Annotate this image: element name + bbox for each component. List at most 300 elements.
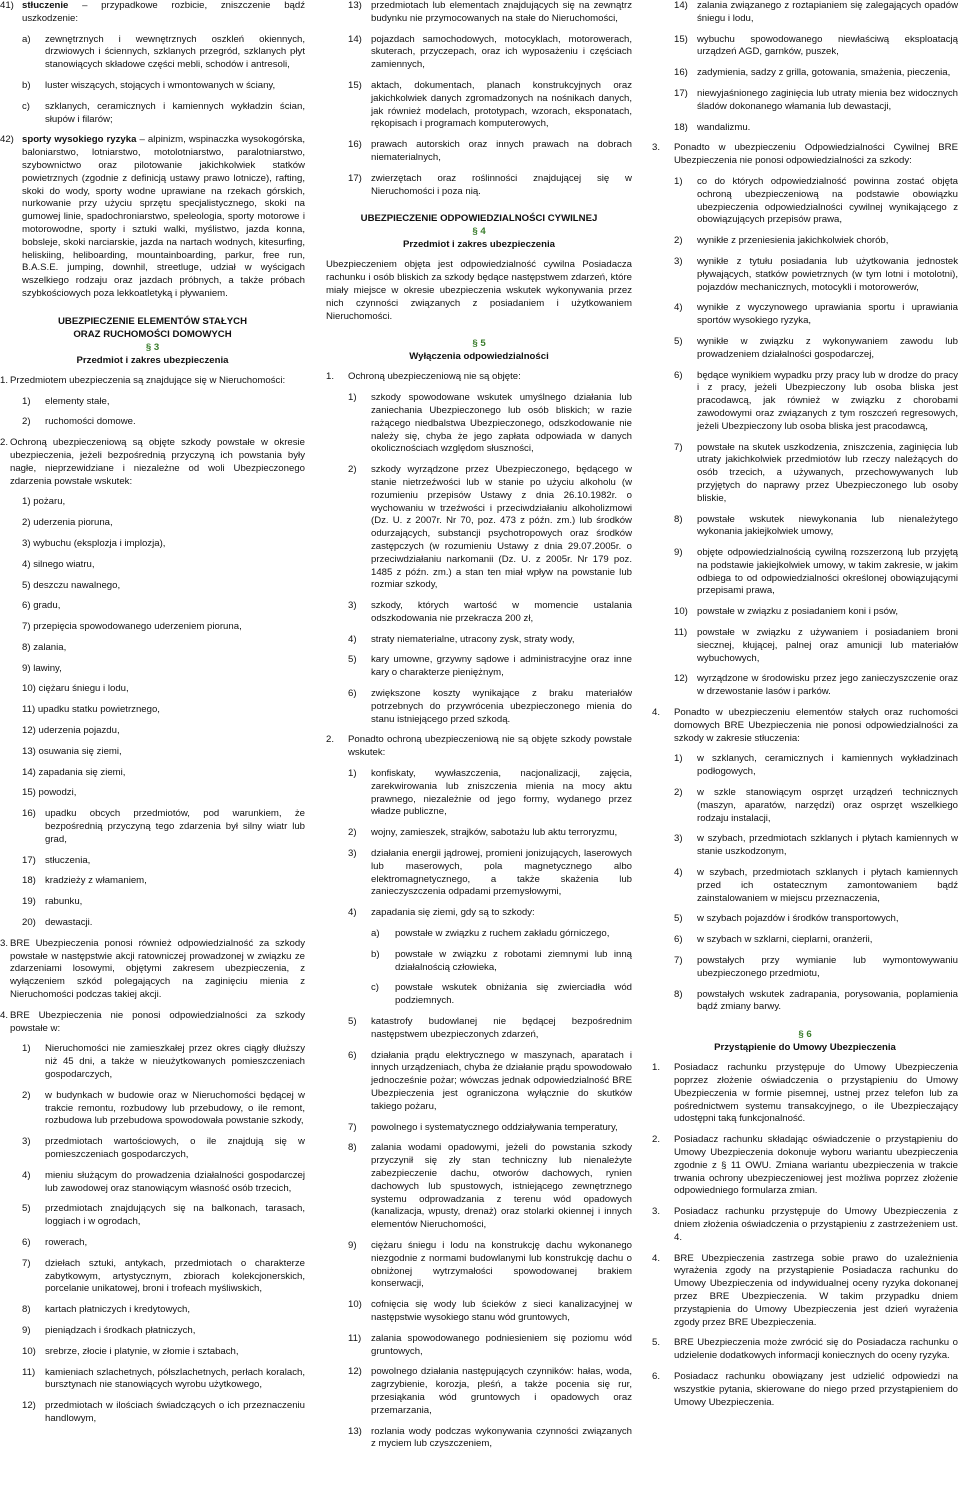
subpoint — [326, 688, 632, 726]
point-text: Ponadto w ubezpieczeniu elementów stałych oraz ruchomości domowych BRE Ubezpieczenia nie ponosi odpowiedzialności za szkody w zakresie stłuczenia: — [674, 707, 958, 744]
item-text: rabunku, — [45, 896, 83, 908]
item-text: katastrofy budowlanej nie będącej bezpośrednim następstwem ubezpieczonych zdarzeń, — [371, 1016, 632, 1040]
subpoint — [652, 753, 958, 779]
item-text: – alpinizm, wspinaczka wysokogórska, baloniarstwo, lotniarstwo, motolotniarstwo, paralotniarstwo, szybownictwo oraz pilotowanie jakichkolwiek statków powietrznych (zgodnie z definicją ustawy prawo lotnicze), rafting, skoki do wody, sporty wodne uprawiane na rzekach górskich, nurkowanie przy użyciu sprzętu specjalistycznego, skoki na gumowej linie, spadochroniarstwo, speleologia, sporty motorowe i motorowodne, sporty i sztuki walki, myślistwo, jazda konna, bobsleje, skoki narciarskie, jazda na nartach wodnych, kitesurfing, heliskiing, heliboarding, mountainboarding, parkur, free run, B.A.S.E. jumping, downhil, streetluge, udział w wyścigach wszelkiego rodzaju oraz jazdach próbnych, a także próbach szybkościowych poza lekkoatletyką i pływaniem. — [22, 134, 305, 299]
item-text: luster wiszących, stojących i wmontowanych w ściany, — [45, 79, 276, 91]
item-text: szkody wyrządzone przez Ubezpieczonego, będącego w stanie nietrzeźwości lub w stanie po użyciu alkoholu (w rozumieniu przepisów Ustawy z dnia 26.10.1982r. o wychowaniu w trzeźwości i przeciwdziałaniu alkoholizmowi (Dz. U. z 2007r. Nr 70, poz. 473 z późn. zm.) lub środków odurzających, substancji psychotropowych oraz środków zastępczych (w rozumieniu Ustawy z dnia 29.07.2005r. o przeciwdziałaniu narkomanii (Dz. U. z 2005r. Nr 179 poz. 1485 z późn. zm.) a stan ten miał wpływ na powstanie lub rozmiar szkody, — [371, 464, 632, 591]
item-text: wybuchu spowodowanego niewłaściwą eksploatacją urządzeń AGD, garnków, puszek, — [697, 33, 958, 58]
subpoint — [0, 1304, 305, 1317]
item-text: w szybach, przedmiotach szklanych i płytach kamiennych w stanie uszkodzonym, — [697, 833, 958, 858]
item-number: 3) — [348, 600, 357, 612]
item-text: co do których odpowiedzialność powinna zostać objęta ochroną ubezpieczeniową na podstawie obowiązku ubezpieczenia odpowiedzialności cywilnej wynikającego z obowiązujących przepisów prawa, — [697, 175, 958, 226]
item-number: 5) — [674, 913, 683, 925]
item-text: wynikłe w związku z wykonywaniem zawodu lub prowadzeniem działalności gospodarczej, — [697, 335, 958, 360]
item-text: prawach autorskich oraz innych prawach na dobrach niematerialnych, — [371, 139, 632, 163]
subpoint — [652, 67, 958, 80]
item-number: 7) — [674, 441, 683, 453]
point-text: BRE Ubezpieczenia zastrzega sobie prawo do uzależnienia wyrażenia zgody na przystąpienie Posiadacza rachunku do Umowy Ubezpieczenia od indywidualnej oceny ryzyka dokonanej przez BRE Ubezpieczenia. W takim przypadku dniem przystąpienia do Umowy Ubezpieczenia jest dzień wyrażenia zgody przez BRE Ubezpieczenia. — [674, 1252, 958, 1328]
subpoint-text: 12) uderzenia pojazdu, — [22, 725, 120, 737]
subpoint — [0, 1325, 305, 1338]
subpoint — [652, 673, 958, 699]
subpoint — [652, 122, 958, 135]
item-text: – przypadkowe rozbicie, zniszczenie bądź uszkodzenie: — [22, 0, 305, 24]
item-number: 3) — [348, 848, 357, 860]
subpoint — [652, 833, 958, 859]
subpoint — [0, 580, 305, 593]
subpoint — [652, 955, 958, 981]
paragraph-title: Przedmiot i zakres ubezpieczenia — [403, 239, 555, 251]
subpoint — [0, 642, 305, 655]
numbered-point — [0, 375, 305, 388]
item-number: 10) — [22, 1345, 36, 1357]
item-number: 1) — [674, 753, 683, 765]
item-number: 4) — [674, 302, 683, 314]
paragraph-number: § 6 — [798, 1029, 812, 1041]
item-number: 5) — [348, 1016, 357, 1028]
subpoint-text: 2) uderzenia pioruna, — [22, 517, 113, 529]
subpoint-text: 6) gradu, — [22, 600, 61, 612]
subpoint — [0, 1258, 305, 1296]
item-number: 6) — [348, 688, 357, 700]
subpoint — [0, 1400, 305, 1426]
item-number: b) — [22, 79, 31, 91]
column-right — [652, 0, 958, 1417]
subpoint-text: 5) deszczu nawalnego, — [22, 579, 121, 591]
subpoint — [652, 336, 958, 362]
subpoint — [652, 787, 958, 825]
item-text: elementy stałe, — [45, 395, 110, 407]
subpoint — [0, 1043, 305, 1081]
point-text: Ochroną ubezpieczeniową nie są objęte: — [348, 371, 521, 383]
item-text: cofnięcia się wody lub ścieków z sieci kanalizacyjnej w następstwie wysokiego stanu wód gruntowych, — [371, 1299, 632, 1323]
subpoint — [0, 1170, 305, 1196]
item-term: stłuczenie — [22, 0, 69, 11]
item-text: wynikłe z wyczynowego uprawiania sportu i uprawiania sportów wysokiego ryzyka, — [697, 302, 958, 327]
item-number: 17) — [674, 87, 688, 99]
subpoint — [652, 627, 958, 665]
subpoint — [0, 496, 305, 509]
subpoint — [326, 139, 632, 165]
point-number: 4. — [0, 1009, 9, 1021]
item-number: 3) — [674, 833, 683, 845]
item-text: wojny, zamieszek, strajków, sabotażu lub aktu terroryzmu, — [371, 827, 618, 839]
subpoint — [0, 855, 305, 868]
subpoint — [326, 827, 632, 840]
item-text: zwierzętach oraz roślinności znajdującej się w Nieruchomości i poza nią. — [371, 172, 632, 197]
subpoint — [326, 654, 632, 680]
item-text: przedmiotach w ilościach świadczących o ich przeznaczeniu handlowym, — [45, 1400, 305, 1424]
item-text: kamieniach szlachetnych, półszlachetnych, perłach koralach, bursztynach nie stanowiących wyrobu użytkowego, — [45, 1366, 305, 1391]
item-text: w szybach, przedmiotach szklanych i płytach kamiennych przed ich ostatecznym zamontowaniem bądź zainstalowaniem w miejscu przeznaczenia, — [697, 867, 958, 904]
point-number: 5. — [652, 1337, 661, 1349]
point-text: Posiadacz rachunku przystępuje do Umowy Ubezpieczenia poprzez złożenie oświadczenia o przystąpieniu do Umowy Ubezpieczenia w formie pisemnej, ustnej przez telefon lub za pośrednictwem systemu transakcyjnego, o ile Ubezpieczający udostępni taką funkcjonalność. — [674, 1062, 958, 1125]
item-text: przedmiotach znajdujących się na balkonach, tarasach, loggiach i w ogrodach, — [45, 1203, 305, 1228]
definition-item — [0, 0, 305, 26]
item-number: c) — [22, 100, 30, 112]
numbered-point — [652, 1337, 958, 1363]
point-number: 2. — [652, 1134, 661, 1146]
item-text: pojazdach samochodowych, motocyklach, motorowerach, skuterach, przyczepach, oraz ich wyposażeniu i częściach zamiennych, — [371, 33, 632, 71]
section-heading — [652, 1028, 958, 1054]
subpoint — [326, 600, 632, 626]
point-number: 1. — [652, 1062, 661, 1074]
item-number: 6) — [674, 369, 683, 381]
subpoint — [0, 1367, 305, 1393]
subpoint — [0, 1203, 305, 1229]
subpoint-text: 15) powodzi, — [22, 787, 77, 799]
item-text: ruchomości domowe. — [45, 416, 136, 428]
item-text: szkody, których wartość w momencie ustalania odszkodowania nie przekracza 200 zł, — [371, 600, 632, 624]
point-number: 2. — [326, 734, 335, 746]
definition-subitem — [0, 101, 305, 127]
item-text: wyrządzone w środowisku przez jego zanieczyszczenie oraz w drzewostanie lasów i parków. — [697, 673, 958, 698]
subpoint — [652, 606, 958, 619]
subpoint — [0, 559, 305, 572]
item-number: 10) — [348, 1299, 362, 1311]
subpoint — [0, 767, 305, 780]
section-heading — [0, 315, 305, 367]
point-number: 4. — [652, 1252, 661, 1264]
item-text: objęte odpowiedzialnością cywilną rozszerzoną lub przyjętą na podstawie jakiejkolwiek umowy, w takim zakresie, w jakim odbiega to od odpowiedzialności określonej obowiązującymi przepisami prawa, — [697, 547, 958, 597]
subpoint — [326, 392, 632, 456]
item-number: 8) — [348, 1142, 357, 1154]
section-title-line2: ORAZ RUCHOMOŚCI DOMOWYCH — [73, 328, 232, 340]
item-number: 1) — [674, 175, 683, 187]
item-text: aktach, dokumentach, planach konstrukcyjnych oraz jakichkolwiek danych zgromadzonych na nośnikach danych, jak również modelach, prototypach, wzorach, eksponatach, rękopisach i programach komputerowych, — [371, 79, 632, 130]
item-text: zwiększone koszty wynikające z braku materiałów potrzebnych do przywrócenia ubezpieczonego mienia do stanu istniejącego przed szkodą. — [371, 688, 632, 725]
item-text: zapadania się ziemi, gdy są to szkody: — [371, 907, 535, 919]
subpoint — [0, 538, 305, 551]
item-text: Nieruchomości nie zamieszkałej przez okres ciągły dłuższy niż 45 dni, a także w nieużytkowanych pomieszczeniach gospodarczych, — [45, 1043, 305, 1081]
subpoint — [326, 80, 632, 131]
item-number: 7) — [22, 1257, 31, 1269]
paragraph-title: Przystąpienie do Umowy Ubezpieczenia — [714, 1042, 896, 1054]
subpoint — [0, 1136, 305, 1162]
item-number: 41) — [0, 0, 14, 11]
item-number: 8) — [22, 1304, 31, 1316]
item-number: 11) — [674, 627, 688, 639]
subpoint — [652, 0, 958, 26]
point-number: 2. — [0, 437, 9, 449]
item-number: 1) — [348, 768, 357, 780]
section-heading — [326, 212, 632, 251]
definition-subitem — [0, 80, 305, 93]
item-text: powstałe w związku z używaniem i posiadaniem broni siecznej, kłującej, palnej oraz amunicji lub materiałów wybuchowych, — [697, 627, 958, 664]
point-text: Posiadacz rachunku składając oświadczenie o przystąpieniu do Umowy Ubezpieczenia dokonuje wyboru wariantu ubezpieczenia zgodnie z § 11 OWU. Zmiana wariantu ubezpieczenia w trakcie trwania ochrony ubezpieczeniowej jest możliwa poprzez złożenie odpowiedniego formularza zmian. — [674, 1134, 958, 1197]
item-number: 10) — [674, 606, 688, 618]
item-number: a) — [371, 928, 380, 940]
item-text: konfiskaty, wywłaszczenia, nacjonalizacji, zajęcia, zarekwirowania lub zniszczenia mienia na mocy aktu prawnego, niezależnie od jego formy, wydanego przez władze publiczne, — [371, 768, 632, 818]
paragraph-title: Przedmiot i zakres ubezpieczenia — [76, 354, 229, 366]
item-text: w szybach w szklarni, cieplarni, oranżerii, — [697, 934, 873, 946]
subpoint — [326, 173, 632, 199]
item-number: 6) — [674, 934, 683, 946]
item-number: 19) — [22, 896, 36, 908]
section-title-line1: UBEZPIECZENIE ELEMENTÓW STAŁYCH — [57, 315, 248, 327]
item-number: 9) — [348, 1239, 357, 1251]
item-number: 16) — [674, 67, 688, 79]
paragraph-title: Wyłączenia odpowiedzialności — [409, 351, 549, 363]
subpoint — [652, 302, 958, 328]
subpoint — [326, 1240, 632, 1291]
subpoint — [326, 1426, 632, 1452]
subpoint-text: 10) ciężaru śniegu i lodu, — [22, 683, 129, 695]
item-number: 1) — [348, 392, 357, 404]
subpoint — [326, 0, 632, 26]
numbered-point — [652, 142, 958, 168]
point-text: Przedmiotem ubezpieczenia są znajdujące się w Nieruchomości: — [10, 374, 286, 386]
numbered-point — [652, 1206, 958, 1244]
point-number: 4. — [652, 707, 661, 719]
section-title: UBEZPIECZENIE ODPOWIEDZIALNOŚCI CYWILNEJ — [360, 213, 598, 225]
item-text: powstałe na skutek uszkodzenia, zniszczenia, zaginięcia lub utraty jakichkolwiek przedmiotów lub rzeczy należących do osób trzecich, a używanych, przechowywanych lub przyjętych do naprawy przez Ubezpieczonego lub osoby bliskie, — [697, 441, 958, 504]
item-text: pieniądzach i środkach płatniczych, — [45, 1324, 196, 1336]
item-text: zewnętrznych i wewnętrznych oszkleń okiennych, drzwiowych i ściennych, szklanych przegród, szklanych płyt stanowiących składowe części mebli, schodów i antresoli, — [45, 33, 305, 71]
item-number: 3) — [674, 255, 683, 267]
item-text: powstałych przy wymianie lub wymontowywaniu ubezpieczonego przedmiotu, — [697, 955, 958, 979]
item-text: powstałe w związku z posiadaniem koni i psów, — [697, 606, 899, 618]
subpoint — [0, 896, 305, 909]
item-text: powstałe w związku z ruchem zakładu górniczego, — [395, 928, 610, 940]
point-number: 3. — [652, 142, 661, 154]
subpoint — [0, 1346, 305, 1359]
item-text: powolnego działania następujących czynników: hałas, woda, zagrzybienie, korozja, pleśń, a także pocenia się rur, przesiąkania wód gruntowych i opadowych oraz przemarzania, — [371, 1366, 632, 1416]
item-text: w budynkach w budowie oraz w Nieruchomości będącej w trakcie remontu, rozbudowy lub przebudowy, o ile remont, rozbudowa lub przebudowa spowodowała powstanie szkody, — [45, 1089, 305, 1127]
numbered-point — [652, 1371, 958, 1409]
item-text: powstałych wskutek zadrapania, porysowania, poplamienia bądź zmiany barwy. — [697, 988, 958, 1013]
numbered-point — [652, 1134, 958, 1198]
item-number: 6) — [22, 1236, 31, 1248]
paragraph-number: § 4 — [472, 226, 486, 238]
subpoint — [652, 235, 958, 248]
point-number: 1. — [326, 371, 335, 383]
numbered-point — [0, 938, 305, 1002]
subpoint — [326, 907, 632, 920]
subpoint — [326, 1333, 632, 1359]
numbered-point — [652, 1253, 958, 1330]
item-number: 4) — [674, 867, 683, 879]
subpoint — [0, 808, 305, 846]
subpoint — [0, 600, 305, 613]
column-middle — [326, 0, 632, 1459]
subpoint — [0, 875, 305, 888]
item-text: niewyjaśnionego zaginięcia lub utraty mienia bez widocznych śladów dokonanego włamania lub dewastacji, — [697, 87, 958, 112]
item-number: 42) — [0, 134, 14, 146]
definition-item — [0, 134, 305, 300]
subpoint-text: 8) zalania, — [22, 641, 67, 653]
point-number: 6. — [652, 1370, 661, 1382]
item-term: sporty wysokiego ryzyka — [22, 134, 137, 146]
item-text: wynikłe z tytułu posiadania lub użytkowania jednostek pływających, statków powietrznych (w tym lotni i motolotni), pojazdów mechanicznych, motocykli i motorowerów, — [697, 255, 958, 293]
intro-paragraph: Ubezpieczeniem objęta jest odpowiedzialność cywilna Posiadacza rachunku i osób bliskich za szkody będące następstwem zdarzeń, które miały miejsce w okresie ubezpieczenia wskutek wykonywania przez nich czynności związanych z posiadaniem i użytkowaniem Nieruchomości. — [326, 259, 632, 322]
item-number: b) — [371, 948, 380, 960]
item-number: 8) — [674, 513, 683, 525]
item-text: rowerach, — [45, 1236, 88, 1248]
item-number: 12) — [22, 1400, 36, 1412]
numbered-point — [652, 1062, 958, 1126]
item-text: kary umowne, grzywny sądowe i administracyjne oraz inne kary o charakterze pieniężnym, — [371, 654, 632, 679]
subpoint — [652, 514, 958, 540]
subpoint — [326, 1299, 632, 1325]
numbered-point — [0, 437, 305, 488]
item-number: 2) — [348, 464, 357, 476]
item-text: w szybach pojazdów i środków transportowych, — [697, 913, 899, 925]
item-number: 4) — [348, 633, 357, 645]
item-text: srebrze, złocie i platynie, w złomie i sztabach, — [45, 1345, 239, 1357]
item-text: kradzieży z włamaniem, — [45, 875, 147, 887]
item-text: powolnego i systematycznego oddziaływania temperatury, — [371, 1121, 618, 1133]
subpoint-text: 9) lawiny, — [22, 662, 62, 674]
numbered-point — [326, 371, 632, 384]
item-number: 11) — [348, 1332, 362, 1344]
item-text: w szkle stanowiącym osprzęt urządzeń technicznych (maszyn, aparatów, narzędzi) oraz osprzęt wszelkiego rodzaju instalacji, — [697, 787, 958, 824]
item-text: przedmiotach lub elementach znajdujących się na zewnątrz budynku nie przymocowanych na stałe do Nieruchomości, — [371, 0, 632, 24]
item-number: 11) — [22, 1366, 36, 1378]
item-text: ciężaru śniegu i lodu na konstrukcję dachu wykonanego niezgodnie z normami budowlanymi lub konstrukcję dachu o obniżonej wytrzymałości spowodowanej brakiem konserwacji, — [371, 1239, 632, 1290]
subpoint — [0, 683, 305, 696]
item-text: dewastacji. — [45, 917, 93, 929]
subpoint — [652, 547, 958, 598]
subpoint — [0, 663, 305, 676]
item-number: 1) — [22, 395, 31, 407]
item-text: mieniu służącym do prowadzenia działalności gospodarczej lub zawodowej oraz stanowiącym własność osób trzecich, — [45, 1169, 305, 1194]
paragraph-number: § 5 — [472, 338, 486, 350]
section-heading — [326, 337, 632, 363]
item-text: w szklanych, ceramicznych i kamiennych wykładzinach podłogowych, — [697, 753, 958, 778]
subpoint — [326, 1016, 632, 1042]
subpoint — [0, 787, 305, 800]
item-number: 14) — [348, 33, 362, 45]
numbered-point — [0, 1010, 305, 1036]
point-text: Ponadto w ubezpieczeniu Odpowiedzialności Cywilnej BRE Ubezpieczenia nie ponosi odpowiedzialności za szkody: — [674, 142, 958, 167]
subpoint — [652, 88, 958, 114]
item-number: 15) — [348, 79, 362, 91]
subpoint — [0, 396, 305, 409]
sub-subpoint — [326, 949, 632, 975]
item-number: 18) — [674, 121, 688, 133]
item-number: 4) — [348, 907, 357, 919]
item-number: 9) — [22, 1324, 31, 1336]
column-left — [0, 0, 305, 1434]
point-text: Posiadacz rachunku obowiązany jest udzielić odpowiedzi na wszystkie pytania, skierowane do niego przed przystąpieniem do Umowy Ubezpieczenia. — [674, 1370, 958, 1408]
item-number: 2) — [22, 1089, 31, 1101]
item-text: kartach płatniczych i kredytowych, — [45, 1304, 191, 1316]
item-number: 2) — [22, 416, 31, 428]
point-number: 3. — [0, 937, 9, 949]
subpoint — [652, 370, 958, 434]
item-number: 13) — [348, 0, 362, 11]
item-number: 3) — [22, 1136, 31, 1148]
item-text: upadku obcych przedmiotów, pod warunkiem, że bezpośrednią przyczyną tego zdarzenia był silny wiatr lub grad, — [45, 808, 305, 845]
item-text: dziełach sztuki, antykach, przedmiotach o charakterze zabytkowym, artystycznym, zbiorach kolekcjonerskich, porcelanie unikatowej, broni i trofeach myśliwskich, — [45, 1257, 305, 1295]
point-text: Posiadacz rachunku przystępuje do Umowy Ubezpieczenia z dniem złożenia oświadczenia o przystąpieniu z zastrzeżeniem ust. 4. — [674, 1206, 958, 1243]
item-number: 14) — [674, 0, 688, 11]
item-text: szklanych, ceramicznych i kamiennych wykładzin ścian, słupów i filarów; — [45, 100, 305, 125]
point-text: Ponadto ochroną ubezpieczeniową nie są objęte szkody powstałe wskutek: — [348, 734, 632, 759]
item-text: zalania wodami opadowymi, jeżeli do powstania szkody przyczynił się zły stan techniczny lub nienależyte zabezpieczenie dachu, otworów dachowych, rynien dachowych lub spustowych, istniejącego zewnętrznego systemu odprowadzania z terenu wód opadowych (kanalizacja, wpusty, drenaż) oraz stolarki okiennej i innych elementów Nieruchomości, — [371, 1142, 632, 1231]
item-number: 16) — [348, 139, 362, 151]
item-number: 12) — [348, 1366, 362, 1378]
item-text: straty niematerialne, utracony zysk, straty wody, — [371, 633, 575, 645]
subpoint — [652, 934, 958, 947]
sub-subpoint — [326, 928, 632, 941]
item-number: 4) — [22, 1169, 31, 1181]
subpoint — [326, 1366, 632, 1417]
paragraph-number: § 3 — [145, 341, 160, 353]
item-number: 2) — [348, 827, 357, 839]
item-number: 20) — [22, 917, 36, 929]
subpoint — [326, 768, 632, 819]
item-text: zadymienia, sadzy z grilla, gotowania, smażenia, pieczenia, — [697, 67, 951, 79]
item-number: 6) — [348, 1049, 357, 1061]
item-number: 9) — [674, 547, 683, 559]
subpoint — [326, 848, 632, 899]
subpoint — [326, 464, 632, 592]
subpoint-text: 3) wybuchu (eksplozja i implozja), — [22, 537, 166, 549]
item-text: działania energii jądrowej, promieni jonizujących, laserowych lub maserowych, pola magnetycznego albo elektromagnetycznego, a także skażenia lub zanieczyszczenia odpadami przemysłowymi, — [371, 848, 632, 898]
subpoint — [652, 256, 958, 294]
subpoint — [0, 621, 305, 634]
item-number: 16) — [22, 808, 36, 820]
item-number: 7) — [674, 955, 683, 967]
subpoint — [326, 634, 632, 647]
item-number: 17) — [22, 854, 36, 866]
item-text: stłuczenia, — [45, 854, 91, 866]
point-text: BRE Ubezpieczenia ponosi również odpowiedzialność za szkody powstałe w następstwie akcji ratowniczej prowadzonej w związku ze zdarzeniami losowymi, objętymi zakresem ubezpieczenia, z wyłączeniem szkód polegających na zaginięciu mienia z Nieruchomości podczas takiej akcji. — [10, 937, 305, 1001]
item-text: powstałe wskutek niewykonania lub nienależytego wykonania jakiejkolwiek umowy, — [697, 513, 958, 538]
subpoint-text: 11) upadku statku powietrznego, — [22, 704, 160, 716]
item-number: 5) — [348, 654, 357, 666]
item-text: powstałe w związku z robotami ziemnymi lub inną działalnością człowieka, — [395, 948, 632, 973]
subpoint — [0, 1090, 305, 1128]
subpoint — [652, 34, 958, 60]
point-text: Ochroną ubezpieczeniową są objęte szkody powstałe w okresie ubezpieczenia, jeżeli bezpośrednią przyczyną ich powstania były nagłe, nieprzewidziane i niezależne od woli Ubezpieczonego zdarzenia powstałe wskutek: — [10, 437, 305, 487]
subpoint — [0, 917, 305, 930]
item-number: 7) — [348, 1121, 357, 1133]
subpoint — [0, 746, 305, 759]
subpoint — [326, 34, 632, 72]
item-text: zalania związanego z roztapianiem się zalegających opadów śniegu i lodu, — [697, 0, 958, 24]
item-number: a) — [22, 33, 31, 45]
subpoint — [652, 867, 958, 905]
item-number: 17) — [348, 172, 362, 184]
item-number: 13) — [348, 1425, 362, 1437]
subpoint — [326, 1050, 632, 1114]
item-text: wandalizmu. — [697, 121, 751, 133]
subpoint-text: 13) osuwania się ziemi, — [22, 745, 122, 757]
point-text: BRE Ubezpieczenia może zwrócić się do Posiadacza rachunku o udzielenie dodatkowych informacji koniecznych do oceny ryzyka. — [674, 1337, 958, 1362]
item-text: działania prądu elektrycznego w maszynach, aparatach i innych urządzeniach, chyba że działanie prądu spowodowało jednocześnie pożar; wówczas jednak odpowiedzialność BRE Ubezpieczenia jest ograniczona wyłącznie do skutków takiego pożaru, — [371, 1049, 632, 1112]
subpoint — [326, 1122, 632, 1135]
point-number: 3. — [652, 1206, 661, 1218]
item-text: będące wynikiem wypadku przy pracy lub w drodze do pracy i z pracy, jeżeli Ubezpieczony lub osoba bliska jest pracodawcą, jak również w związku z chorobami zawodowymi oraz związanych z tym roszczeń regresowych, jeżeli Ubezpieczony lub osoba bliska jest pracodawcą, — [697, 369, 958, 432]
subpoint-text: 14) zapadania się ziemi, — [22, 766, 126, 778]
subpoint — [0, 725, 305, 738]
subpoint — [0, 517, 305, 530]
subpoint — [652, 176, 958, 227]
point-number: 1. — [0, 374, 9, 386]
definition-subitem — [0, 34, 305, 72]
item-text: przedmiotach wartościowych, o ile znajdują się w pomieszczeniach gospodarczych, — [45, 1136, 305, 1160]
subpoint — [0, 1237, 305, 1250]
item-number: 8) — [674, 988, 683, 1000]
subpoint — [0, 704, 305, 717]
item-text: zalania spowodowanego podniesieniem się poziomu wód gruntowych, — [371, 1332, 632, 1357]
item-number: 18) — [22, 875, 36, 887]
item-text: szkody spowodowane wskutek umyślnego działania lub zaniechania Ubezpieczonego lub osób bliskich; w razie rażącego niedbalstwa Ubezpieczonego, odszkodowanie nie należy się, chyba że jego zapłata odpowiada w danych okolicznościach względom słuszności, — [371, 392, 632, 455]
item-number: 15) — [674, 33, 688, 45]
item-number: 12) — [674, 673, 688, 685]
